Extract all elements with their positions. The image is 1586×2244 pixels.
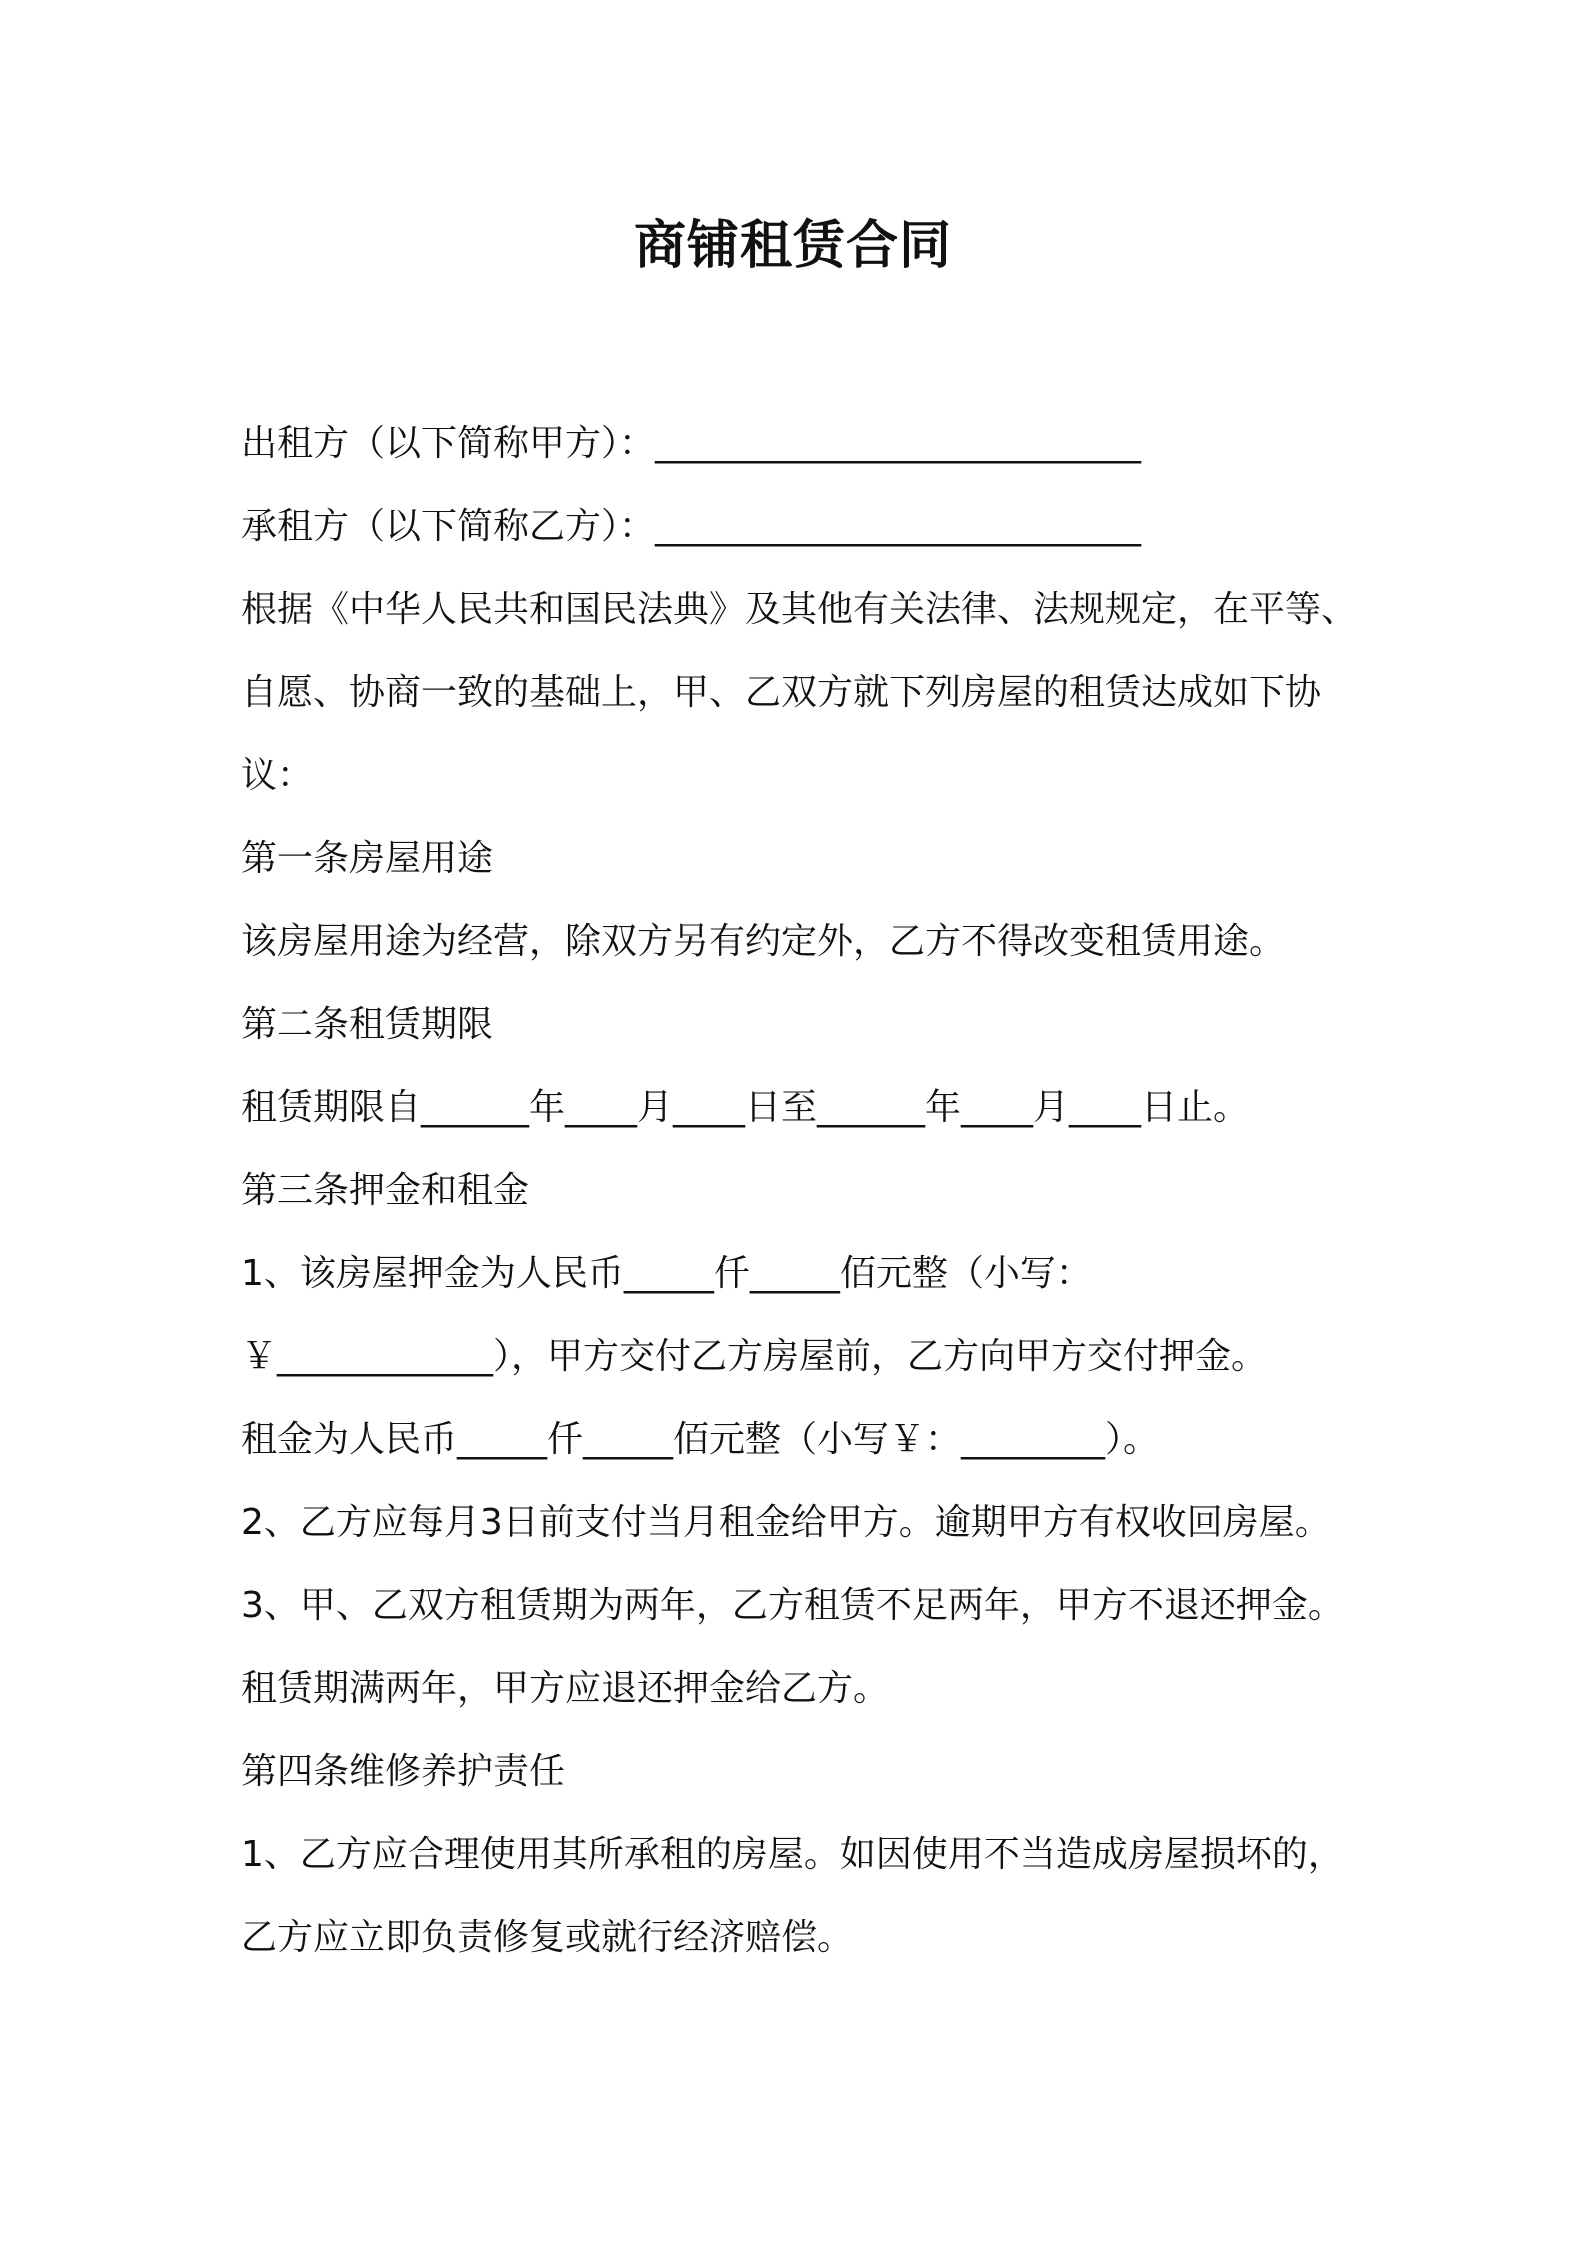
article-3-item-2: 2、乙方应每月3日前支付当月租金给甲方。逾期甲方有权收回房屋。 [241, 1502, 1331, 1543]
article-3-rent-line: 租金为人民币_____仟_____佰元整（小写￥：________）。 [241, 1419, 1160, 1460]
article-3-item-1-line-2: ￥____________），甲方交付乙方房屋前，乙方向甲方交付押金。 [241, 1336, 1268, 1377]
article-1-heading: 第一条房屋用途 [241, 838, 494, 879]
preamble-line-1: 根据《中华人民共和国民法典》及其他有关法律、法规规定，在平等、 [241, 589, 1358, 630]
article-3-item-1-line-1: 1、该房屋押金为人民币_____仟_____佰元整（小写： [241, 1253, 1092, 1294]
article-4-heading: 第四条维修养护责任 [241, 1751, 566, 1792]
article-3-heading: 第三条押金和租金 [241, 1170, 530, 1211]
document-body [241, 402, 1381, 1979]
article-1-text: 该房屋用途为经营，除双方另有约定外，乙方不得改变租赁用途。 [241, 921, 1286, 962]
article-2-heading: 第二条租赁期限 [241, 1004, 494, 1045]
article-3-item-3-line-1: 3、甲、乙双方租赁期为两年，乙方租赁不足两年，甲方不退还押金。 [241, 1585, 1344, 1626]
article-4-item-1-line-2: 乙方应立即负责修复或就行经济赔偿。 [241, 1917, 854, 1958]
lessor-line: 出租方（以下简称甲方）：___________________________ [241, 423, 1142, 464]
preamble-line-3: 议： [241, 755, 314, 796]
article-2-text: 租赁期限自______年____月____日至______年____月____日止。 [241, 1087, 1250, 1128]
preamble-line-2: 自愿、协商一致的基础上，甲、乙双方就下列房屋的租赁达成如下协 [241, 672, 1322, 713]
article-3-item-3-line-2: 租赁期满两年，甲方应退还押金给乙方。 [241, 1668, 890, 1709]
document-title: 商铺租赁合同 [633, 216, 952, 276]
lessee-line: 承租方（以下简称乙方）：___________________________ [241, 506, 1142, 547]
article-4-item-1-line-1: 1、乙方应合理使用其所承租的房屋。如因使用不当造成房屋损坏的， [241, 1834, 1344, 1875]
